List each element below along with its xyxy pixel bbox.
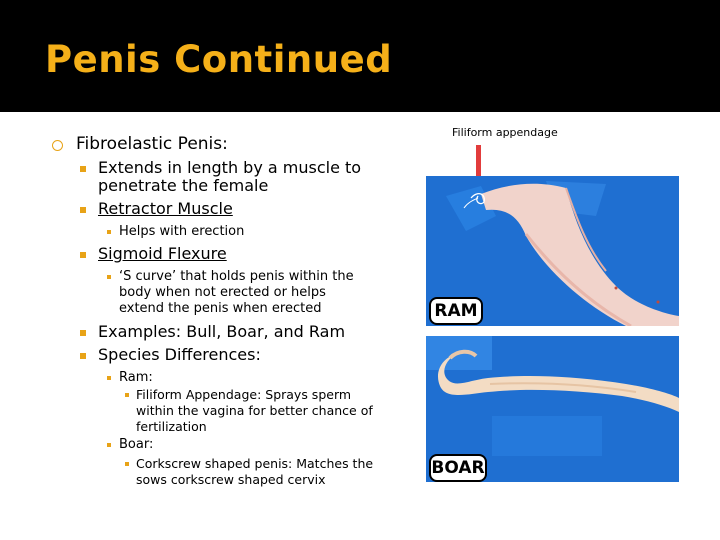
boar-photo: [426, 336, 679, 482]
ram-label-badge: RAM: [429, 297, 483, 325]
tiny-bullet-icon: [125, 462, 129, 466]
slide-title: Penis Continued: [45, 38, 393, 81]
hollow-circle-bullet-icon: [52, 140, 63, 151]
square-bullet-icon: [80, 207, 86, 213]
small-bullet-icon: [107, 230, 111, 234]
ram-detail-line1: Filiform Appendage: Sprays sperm: [136, 387, 352, 402]
bullet-retractor-muscle: Retractor Muscle: [98, 199, 233, 218]
heading-fibroelastic: Fibroelastic Penis:: [76, 134, 228, 154]
square-bullet-icon: [80, 166, 86, 172]
figure-caption: Filiform appendage: [452, 126, 558, 139]
bullet-extends-line1: Extends in length by a muscle to: [98, 158, 362, 177]
tiny-bullet-icon: [125, 393, 129, 397]
square-bullet-icon: [80, 252, 86, 258]
square-bullet-icon: [80, 353, 86, 359]
ram-photo: [426, 176, 679, 326]
ram-detail-line3: fertilization: [136, 419, 207, 434]
bullet-extends-line2: penetrate the female: [98, 176, 269, 195]
sub-s-curve-line1: ‘S curve’ that holds penis within the: [119, 269, 354, 284]
bullet-sigmoid-flexure: Sigmoid Flexure: [98, 244, 227, 263]
small-bullet-icon: [107, 443, 111, 447]
bullet-examples: Examples: Bull, Boar, and Ram: [98, 322, 346, 341]
square-bullet-icon: [80, 330, 86, 336]
boar-detail-line1: Corkscrew shaped penis: Matches the: [136, 456, 374, 471]
sub-helps-erection: Helps with erection: [119, 224, 245, 239]
boar-label-badge: BOAR: [429, 454, 487, 482]
sub-boar: Boar:: [119, 437, 154, 452]
boar-detail-line2: sows corkscrew shaped cervix: [136, 472, 326, 487]
bullet-species-differences: Species Differences:: [98, 345, 261, 364]
small-bullet-icon: [107, 376, 111, 380]
sub-ram: Ram:: [119, 370, 153, 385]
sub-s-curve-line3: extend the penis when erected: [119, 301, 322, 316]
sub-s-curve-line2: body when not erected or helps: [119, 285, 326, 300]
small-bullet-icon: [107, 275, 111, 279]
ram-detail-line2: within the vagina for better chance of: [136, 403, 373, 418]
